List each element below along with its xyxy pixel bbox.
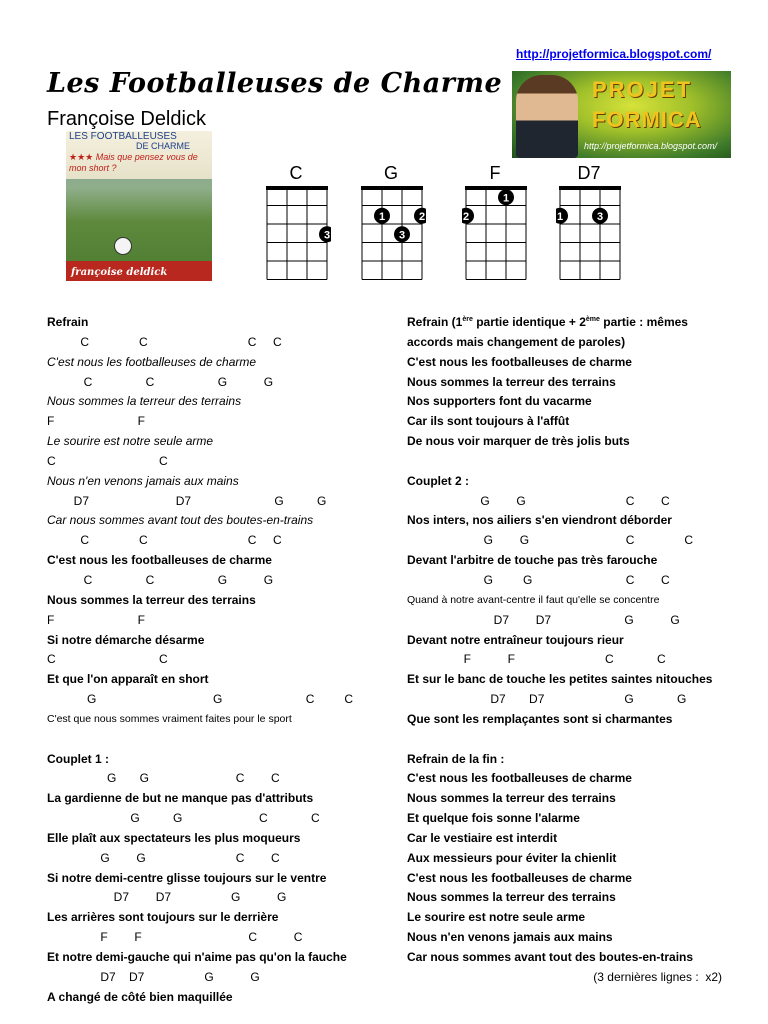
chord-line: F F xyxy=(47,612,146,627)
cover-text-2: DE CHARME xyxy=(136,141,191,151)
finger-dot xyxy=(319,226,331,242)
lyric-line: Nos inters, nos ailiers s'en viendront déborder xyxy=(407,513,672,528)
chord-line: C C C C xyxy=(47,533,282,548)
finger-dot xyxy=(592,208,608,224)
album-cover xyxy=(66,131,212,281)
blank-line xyxy=(407,452,722,472)
lyric-line: Nous n'en venons jamais aux mains xyxy=(407,930,613,945)
lyric-line: A changé de côté bien maquillée xyxy=(47,989,233,1004)
lyric-line: C'est que nous sommes vraiment faites pour le sport xyxy=(47,712,292,725)
lyrics-left-column xyxy=(47,313,387,1008)
cover-text-3: ★★★ Mais que pensez vous de xyxy=(69,152,198,162)
chord-name: D7 xyxy=(577,163,601,183)
lyric-line: Car nous sommes avant tout des boutes-en-trains xyxy=(47,513,314,528)
lyric-line: Nous sommes la terreur des terrains xyxy=(47,592,256,607)
song-title: Les Footballeuses de Charme xyxy=(47,68,503,99)
chord-grid xyxy=(462,185,530,281)
lyric-line: (3 dernières lignes : x2) xyxy=(593,969,722,984)
logo-text-1: PROJET xyxy=(592,77,693,102)
chord-diagram xyxy=(263,163,329,281)
chord-line: G G C C xyxy=(47,811,320,826)
lyric-line: Refrain de la fin : xyxy=(407,751,505,766)
lyric-line: Devant l'arbitre de touche pas très farouche xyxy=(407,553,658,568)
finger-number: 1 xyxy=(502,192,510,205)
lyric-line: Les arrières sont toujours sur le derrière xyxy=(47,910,279,925)
lyric-line: Le sourire est notre seule arme xyxy=(47,434,214,449)
chord-diagram xyxy=(556,163,622,281)
lyric-line: Nos supporters font du vacarme xyxy=(407,394,592,409)
cover-text-4: mon short ? xyxy=(69,163,117,173)
blog-link[interactable]: http://projetformica.blogspot.com/ xyxy=(516,47,712,61)
finger-dot xyxy=(394,226,410,242)
lyrics-right-column xyxy=(407,313,722,988)
lyric-line: Car le vestiaire est interdit xyxy=(407,830,558,845)
chord-line: F F C C xyxy=(407,652,666,667)
chord-line: G G C C xyxy=(47,850,280,865)
finger-number: 3 xyxy=(596,210,604,223)
refrain-header: Refrain (1ère partie identique + 2ème partie : mêmes xyxy=(407,315,688,329)
lyric-line: Car ils sont toujours à l'affût xyxy=(407,414,570,429)
lyric-line: Le sourire est notre seule arme xyxy=(407,910,586,925)
chord-line: F F xyxy=(47,414,146,429)
chord-line: C C xyxy=(47,652,168,667)
lyric-line: C'est nous les footballeuses de charme xyxy=(407,870,632,885)
finger-number: 3 xyxy=(323,229,331,242)
finger-dot xyxy=(462,208,474,224)
chord-grid xyxy=(263,185,331,281)
chord-line: C C C C xyxy=(47,334,282,349)
chord-line: C C xyxy=(47,453,168,468)
chord-name: F xyxy=(489,163,501,183)
chord-line: G G C C xyxy=(407,572,670,587)
lyric-line: Si notre démarche désarme xyxy=(47,632,205,647)
lyric-line: Nous sommes la terreur des terrains xyxy=(407,890,616,905)
lyric-line: Quand à notre avant-centre il faut qu'elle se concentre xyxy=(407,593,660,606)
lyric-line: C'est nous les footballeuses de charme xyxy=(47,553,272,568)
chord-grid xyxy=(358,185,426,281)
chord-line: D7 D7 G G xyxy=(47,493,327,508)
lyric-line: Aux messieurs pour éviter la chienlit xyxy=(407,850,617,865)
chord-line: F F C C xyxy=(47,930,303,945)
chord-line: C C G G xyxy=(47,572,274,587)
chord-line: G G C C xyxy=(47,771,280,786)
lyric-line: C'est nous les footballeuses de charme xyxy=(407,354,632,369)
chord-line: D7 D7 G G xyxy=(407,692,687,707)
lyric-line: Couplet 1 : xyxy=(47,751,109,766)
lyric-line: Et quelque fois sonne l'alarme xyxy=(407,811,580,826)
logo-text-2: FORMICA xyxy=(592,107,702,132)
portrait-image xyxy=(516,75,578,158)
cover-text-1: LES FOOTBALLEUSES xyxy=(69,131,177,142)
chord-diagram xyxy=(462,163,528,281)
lyric-line: De nous voir marquer de très jolis buts xyxy=(407,434,630,449)
lyric-line: Si notre demi-centre glisse toujours sur le ventre xyxy=(47,870,327,885)
finger-number: 2 xyxy=(418,210,426,223)
chord-line: D7 D7 G G xyxy=(47,969,260,984)
finger-number: 1 xyxy=(378,210,386,223)
blank-line xyxy=(47,730,387,750)
lyric-line: Car nous sommes avant tout des boutes-en-trains xyxy=(407,950,694,964)
finger-number: 2 xyxy=(462,210,470,223)
lyric-line: Couplet 2 : xyxy=(407,473,469,488)
finger-number: 3 xyxy=(398,229,406,242)
chord-line: D7 D7 G G xyxy=(407,612,680,627)
chord-name: G xyxy=(383,163,398,183)
finger-dot xyxy=(498,189,514,205)
chord-line: C C G G xyxy=(47,374,274,389)
cover-text-5: françoise deldick xyxy=(71,267,168,278)
finger-dot xyxy=(556,208,568,224)
lyric-line: Et que l'on apparaît en short xyxy=(47,672,209,687)
chord-name: C xyxy=(289,163,303,183)
lyric-line: Refrain xyxy=(47,315,89,329)
lyric-line: La gardienne de but ne manque pas d'attributs xyxy=(47,791,314,806)
blank-line xyxy=(407,730,722,750)
lyric-line: C'est nous les footballeuses de charme xyxy=(47,354,257,369)
chord-line: G G C C xyxy=(407,533,694,548)
artist-name: Françoise Deldick xyxy=(47,108,206,130)
chord-line: D7 D7 G G xyxy=(47,890,287,905)
lyric-line: Et sur le banc de touche les petites saintes nitouches xyxy=(407,672,713,687)
finger-dot xyxy=(374,208,390,224)
lyric-line: Nous sommes la terreur des terrains xyxy=(407,791,616,806)
chord-line: G G C C xyxy=(407,493,670,508)
lyric-line: Nous n'en venons jamais aux mains xyxy=(47,473,239,488)
lyric-line: C'est nous les footballeuses de charme xyxy=(407,771,632,786)
lyric-line: Que sont les remplaçantes sont si charmantes xyxy=(407,711,673,726)
projet-formica-logo xyxy=(512,71,731,158)
lyric-line: Devant notre entraîneur toujours rieur xyxy=(407,632,624,647)
chord-grid xyxy=(556,185,624,281)
football-icon xyxy=(114,237,132,255)
logo-url: http://projetformica.blogspot.com/ xyxy=(584,141,718,151)
lyric-line: Elle plaît aux spectateurs les plus moqueurs xyxy=(47,830,301,845)
finger-number: 1 xyxy=(556,210,564,223)
chord-line: G G C C xyxy=(47,692,354,707)
lyric-line: Et notre demi-gauche qui n'aime pas qu'on la fauche xyxy=(47,950,347,964)
lyric-line: Nous sommes la terreur des terrains xyxy=(407,374,616,389)
finger-dot xyxy=(414,208,426,224)
lyric-line: accords mais changement de paroles) xyxy=(407,334,626,349)
lyric-line: Nous sommes la terreur des terrains xyxy=(47,394,242,409)
chord-diagram xyxy=(358,163,424,281)
